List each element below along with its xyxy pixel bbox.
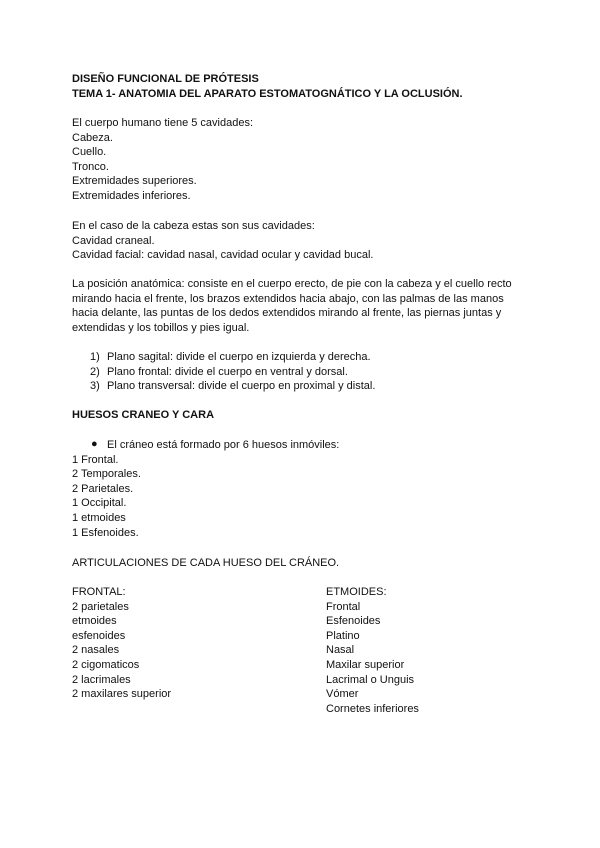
cavidad-item: Cuello. <box>72 146 107 159</box>
posicion-line: La posición anatómica: consiste en el cuerpo erecto, de pie con la cabeza y el cuello recto <box>72 278 512 290</box>
etmoides-title: ETMOIDES: <box>326 586 387 598</box>
frontal-item: 2 cigomaticos <box>72 658 140 671</box>
document-title: DISEÑO FUNCIONAL DE PRÓTESIS <box>72 73 259 85</box>
cavidad-item: Extremidades superiores. <box>72 175 197 188</box>
plano-text: Plano sagital: divide el cuerpo en izquierda y derecha. <box>107 351 371 363</box>
plano-text: Plano frontal: divide el cuerpo en ventral y dorsal. <box>107 365 348 378</box>
frontal-item: 2 lacrimales <box>72 673 131 686</box>
cavidad-item: Tronco. <box>72 160 109 173</box>
etmoides-item: Platino <box>326 629 360 642</box>
huesos-bullet <box>72 438 532 453</box>
plano-item <box>72 365 532 380</box>
huesos-bullet-text: El cráneo está formado por 6 huesos inmóviles: <box>107 439 340 451</box>
document-subtitle: TEMA 1- ANATOMIA DEL APARATO ESTOMATOGNÁTICO Y LA OCLUSIÓN. <box>72 87 463 100</box>
posicion-paragraph <box>72 277 532 335</box>
posicion-line: hacia delante, las puntas de los dedos extendidos mirando al frente, las piernas juntas y <box>72 307 502 320</box>
etmoides-item: Nasal <box>326 644 355 657</box>
etmoides-item: Frontal <box>326 600 361 613</box>
etmoides-column <box>326 585 419 716</box>
plano-item <box>72 379 532 394</box>
frontal-item: esfenoides <box>72 629 126 642</box>
frontal-title: FRONTAL: <box>72 586 126 598</box>
huesos-heading: HUESOS CRANEO Y CARA <box>72 409 215 421</box>
hueso-item: 2 Temporales. <box>72 468 141 481</box>
etmoides-item: Esfenoides <box>326 615 381 628</box>
title-block <box>72 72 532 101</box>
etmoides-item: Lacrimal o Unguis <box>326 673 415 686</box>
cavidad-item: Cabeza. <box>72 131 113 144</box>
etmoides-item: Vómer <box>326 688 359 701</box>
plano-number: 2) <box>90 365 100 378</box>
huesos-heading-block <box>72 408 532 423</box>
frontal-item: 2 parietales <box>72 600 129 613</box>
bullet-icon: ● <box>91 438 98 450</box>
etmoides-item: Maxilar superior <box>326 658 405 671</box>
etmoides-item: Cornetes inferiores <box>326 702 419 715</box>
articulaciones-heading-block <box>72 556 532 571</box>
hueso-item: 1 Frontal. <box>72 453 119 466</box>
huesos-section <box>72 438 532 540</box>
cabeza-intro: En el caso de la cabeza estas son sus cavidades: <box>72 220 315 232</box>
frontal-item: 2 nasales <box>72 644 120 657</box>
planos-list <box>72 350 532 394</box>
hueso-item: 2 Parietales. <box>72 482 134 495</box>
cavidad-item: Extremidades inferiores. <box>72 189 191 202</box>
frontal-item: 2 maxilares superior <box>72 688 172 701</box>
cavidades-section <box>72 116 532 204</box>
plano-text: Plano transversal: divide el cuerpo en proximal y distal. <box>107 380 376 393</box>
cavidades-intro: El cuerpo humano tiene 5 cavidades: <box>72 117 254 129</box>
cabeza-item: Cavidad craneal. <box>72 234 155 247</box>
hueso-item: 1 Esfenoides. <box>72 526 139 539</box>
hueso-item: 1 Occipital. <box>72 497 127 510</box>
plano-number: 3) <box>90 380 100 393</box>
frontal-item: etmoides <box>72 615 117 628</box>
posicion-line: extendidas y los tobillos y pies igual. <box>72 321 250 334</box>
cabeza-item: Cavidad facial: cavidad nasal, cavidad ocular y cavidad bucal. <box>72 249 374 262</box>
plano-number: 1) <box>90 351 100 363</box>
cabeza-section <box>72 219 532 263</box>
articulaciones-heading: ARTICULACIONES DE CADA HUESO DEL CRÁNEO. <box>72 557 340 569</box>
plano-item <box>72 350 532 365</box>
posicion-line: mirando hacia el frente, los brazos extendidos hacia abajo, con las palmas de las manos <box>72 292 504 305</box>
frontal-column <box>72 585 171 702</box>
hueso-item: 1 etmoides <box>72 511 126 524</box>
